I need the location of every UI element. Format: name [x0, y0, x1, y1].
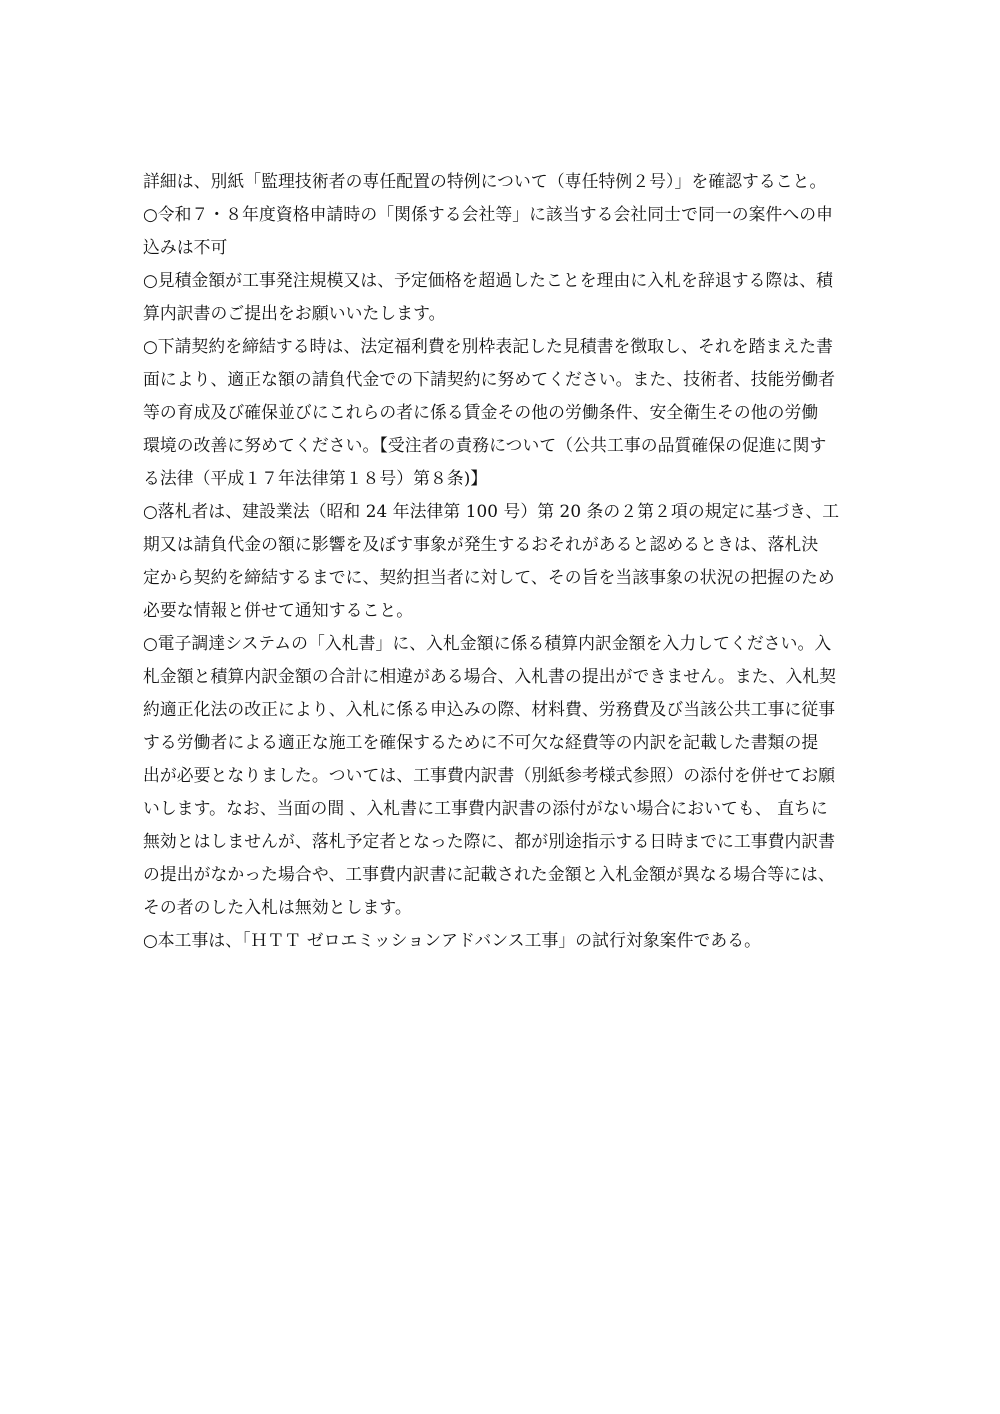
text-line: 必要な情報と併せて通知すること。 — [143, 600, 414, 620]
text-line: ○下請契約を締結する時は、法定福利費を別枠表記した見積書を徴取し、それを踏まえた書 — [143, 336, 833, 356]
text-line: ○令和７・８年度資格申請時の「関係する会社等」に該当する会社同士で同一の案件への申 — [143, 204, 833, 224]
text-line: 期又は請負代金の額に影響を及ぼす事象が発生するおそれがあると認めるときは、落札決 — [143, 534, 819, 554]
text-line: 約適正化法の改正により、入札に係る申込みの際、材料費、労務費及び当該公共工事に従事 — [143, 699, 836, 719]
text-line: ○本工事は、「ＨＴＴ ゼロエミッションアドバンス工事」の試行対象案件である。 — [143, 930, 761, 950]
text-line: ○電子調達システムの「入札書」に、入札金額に係る積算内訳金額を入力してください。入 — [143, 633, 832, 653]
text-line: 環境の改善に努めてください。【受注者の責務について（公共工事の品質確保の促進に関す — [143, 435, 827, 455]
text-line: 札金額と積算内訳金額の合計に相違がある場合、入札書の提出ができません。また、入札契 — [143, 666, 837, 686]
text-line: その者のした入札は無効とします。 — [143, 897, 412, 917]
text-line: の提出がなかった場合や、工事費内訳書に記載された金額と入札金額が異なる場合等には、 — [143, 864, 835, 884]
text-line: 定から契約を締結するまでに、契約担当者に対して、その旨を当該事象の状況の把握のため — [143, 567, 835, 587]
text-line: ○見積金額が工事発注規模又は、予定価格を超過したことを理由に入札を辞退する際は、積 — [143, 270, 833, 290]
text-line: 詳細は、別紙「監理技術者の専任配置の特例について（専任特例２号）」を確認すること。 — [143, 171, 827, 191]
text-line: 算内訳書のご提出をお願いいたします。 — [143, 303, 446, 323]
text-line: 面により、適正な額の請負代金での下請契約に努めてください。また、技術者、技能労働者 — [143, 369, 836, 389]
text-line: ○落札者は、建設業法（昭和 24 年法律第 100 号）第 20 条の２第２項の規定に基づき、工 — [143, 501, 840, 521]
text-line: 込みは不可 — [143, 237, 228, 257]
text-line: する労働者による適正な施工を確保するために不可欠な経費等の内訳を記載した書類の提 — [143, 732, 819, 752]
text-line: いします。なお、当面の間 、入札書に工事費内訳書の添付がない場合においても、 直ちに — [143, 798, 828, 818]
text-line: 無効とはしませんが、落札予定者となった際に、都が別途指示する日時までに工事費内訳書 — [143, 831, 836, 851]
text-line: 出が必要となりました。ついては、工事費内訳書（別紙参考様式参照）の添付を併せてお願 — [143, 765, 836, 785]
text-line: 等の育成及び確保並びにこれらの者に係る賃金その他の労働条件、安全衛生その他の労働 — [143, 402, 819, 422]
text-line: る法律（平成１７年法律第１８号）第８条)】 — [143, 468, 488, 488]
